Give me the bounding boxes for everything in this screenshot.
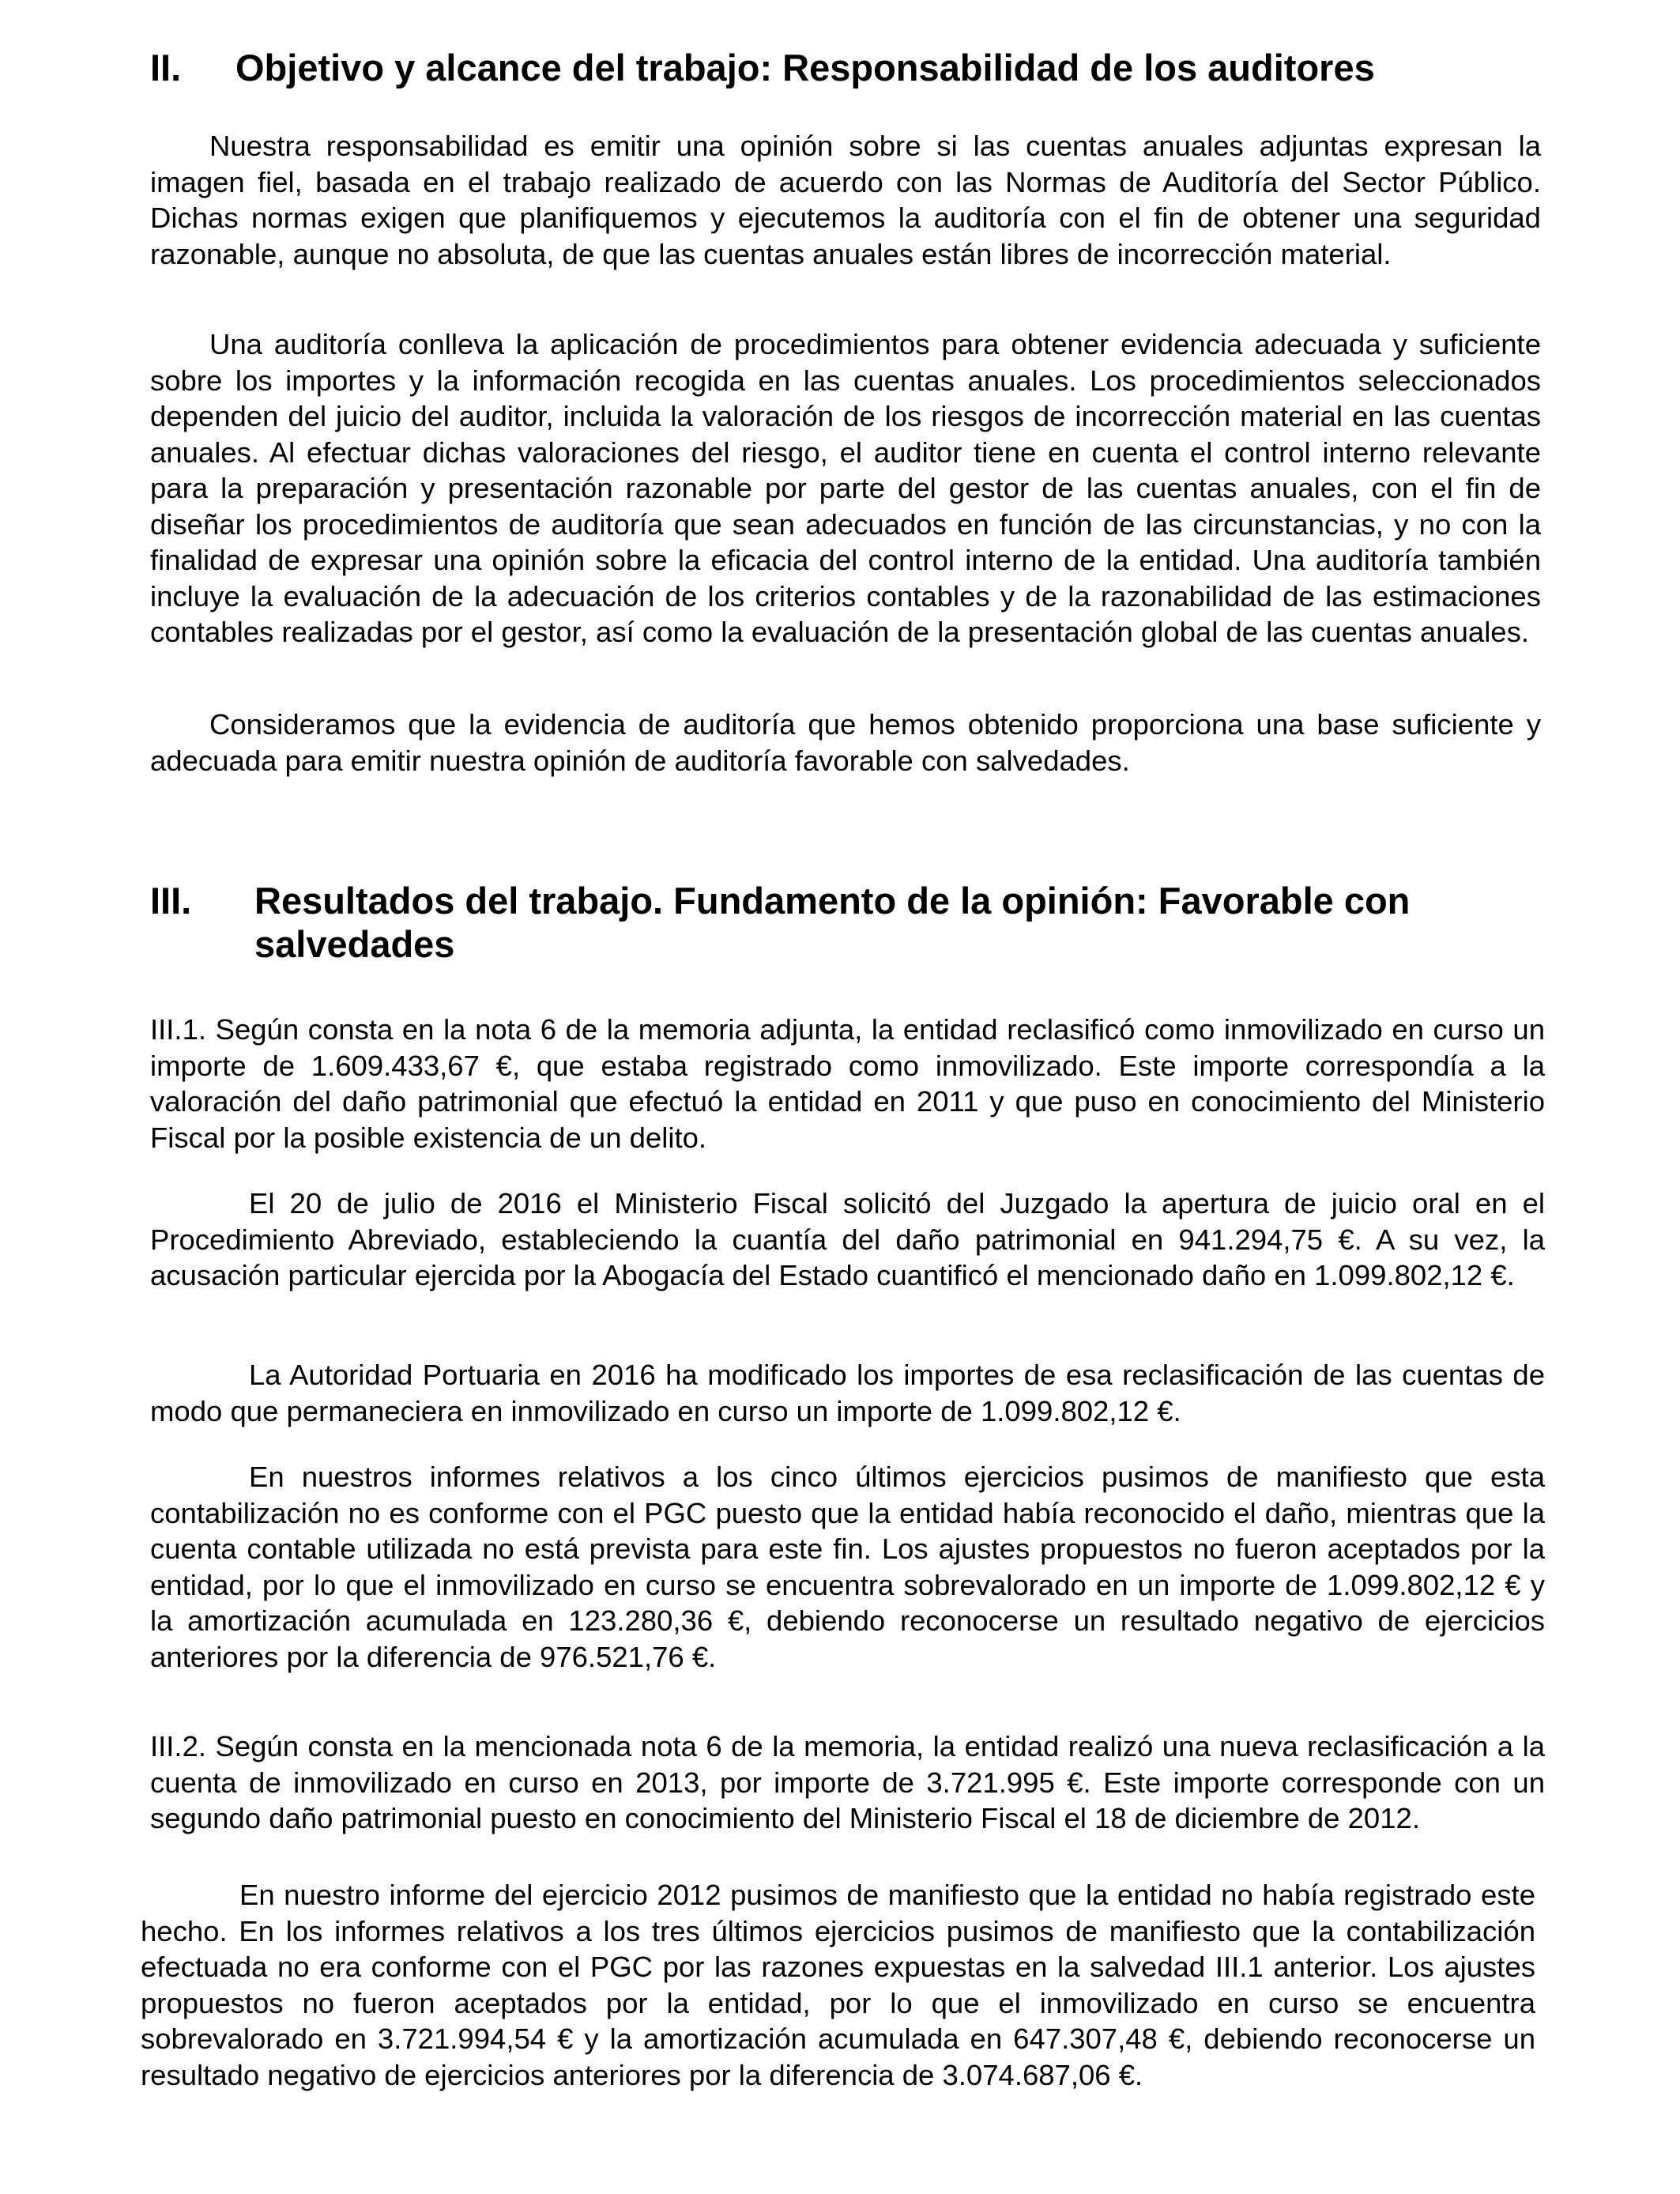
section-2-number: II. [150, 47, 182, 89]
section-3-paragraph-6: En nuestro informe del ejercicio 2012 pusimos de manifiesto que la entidad no había registrado este hecho. En los informes relativos a los tres últimos ejercicios pusimos de manifiesto que la contabilización efectuada no era conforme con el PGC por las razones expuestas en la salvedad III.1 anterior. Los ajustes propuestos no fueron aceptados por la entidad, por lo que el inmovilizado en curso se encuentra sobrevalorado en 3.721.994,54 € y la amortización acumulada en 647.307,48 €, debiendo reconocerse un resultado negativo de ejercicios anteriores por la diferencia de 3.074.687,06 €. [141, 1879, 1535, 2091]
section-3-title: Resultados del trabajo. Fundamento de la opinión: Favorable con salvedades [254, 880, 1411, 965]
section-2-paragraph-3: Consideramos que la evidencia de auditoría que hemos obtenido proporciona una base suficiente y adecuada para emitir nuestra opinión de auditoría favorable con salvedades. [150, 708, 1541, 777]
section-2-paragraph-1: Nuestra responsabilidad es emitir una opinión sobre si las cuentas anuales adjuntas expresan la imagen fiel, basada en el trabajo realizado de acuerdo con las Normas de Auditoría del Sector Público. Dichas normas exigen que planifiquemos y ejecutemos la auditoría con el fin de obtener una seguridad razonable, aunque no absoluta, de que las cuentas anuales están libres de incorrección material. [150, 130, 1541, 270]
section-3-paragraph-3: La Autoridad Portuaria en 2016 ha modificado los importes de esa reclasificación de las cuentas de modo que permaneciera en inmovilizado en curso un importe de 1.099.802,12 €. [150, 1359, 1545, 1427]
section-3-heading [150, 879, 1573, 966]
section-3-paragraph-5: III.2. Según consta en la mencionada nota 6 de la memoria, la entidad realizó una nueva reclasificación a la cuenta de inmovilizado en curso en 2013, por importe de 3.721.995 €. Este importe corresponde con un segundo daño patrimonial puesto en conocimiento del Ministerio Fiscal el 18 de diciembre de 2012. [150, 1730, 1545, 1834]
section-2-heading [150, 46, 1573, 89]
section-2-paragraph-2: Una auditoría conlleva la aplicación de procedimientos para obtener evidencia adecuada y suficiente sobre los importes y la información recogida en las cuentas anuales. Los procedimientos seleccionados dependen del juicio del auditor, incluida la valoración de los riesgos de incorrección material en las cuentas anuales. Al efectuar dichas valoraciones del riesgo, el auditor tiene en cuenta el control interno relevante para la preparación y presentación razonable por parte del gestor de las cuentas anuales, con el fin de diseñar los procedimientos de auditoría que sean adecuados en función de las circunstancias, y no con la finalidad de expresar una opinión sobre la eficacia del control interno de la entidad. Una auditoría también incluye la evaluación de la adecuación de los criterios contables y de la razonabilidad de las estimaciones contables realizadas por el gestor, así como la evaluación de la presentación global de las cuentas anuales. [150, 328, 1541, 648]
section-3-paragraph-1: III.1. Según consta en la nota 6 de la memoria adjunta, la entidad reclasificó como inmovilizado en curso un importe de 1.609.433,67 €, que estaba registrado como inmovilizado. Este importe correspondía a la valoración del daño patrimonial que efectuó la entidad en 2011 y que puso en conocimiento del Ministerio Fiscal por la posible existencia de un delito. [150, 1013, 1545, 1154]
section-3-paragraph-4: En nuestros informes relativos a los cinco últimos ejercicios pusimos de manifiesto que esta contabilización no es conforme con el PGC puesto que la entidad había reconocido el daño, mientras que la cuenta contable utilizada no está prevista para este fin. Los ajustes propuestos no fueron aceptados por la entidad, por lo que el inmovilizado en curso se encuentra sobrevalorado en un importe de 1.099.802,12 € y la amortización acumulada en 123.280,36 €, debiendo reconocerse un resultado negativo de ejercicios anteriores por la diferencia de 976.521,76 €. [150, 1461, 1545, 1673]
section-2-title: Objetivo y alcance del trabajo: Responsabilidad de los auditores [235, 47, 1375, 89]
section-3-number: III. [150, 880, 192, 922]
section-3-paragraph-2: El 20 de julio de 2016 el Ministerio Fiscal solicitó del Juzgado la apertura de juicio oral en el Procedimiento Abreviado, estableciendo la cuantía del daño patrimonial en 941.294,75 €. A su vez, la acusación particular ejercida por la Abogacía del Estado cuantificó el mencionado daño en 1.099.802,12 €. [150, 1187, 1545, 1291]
